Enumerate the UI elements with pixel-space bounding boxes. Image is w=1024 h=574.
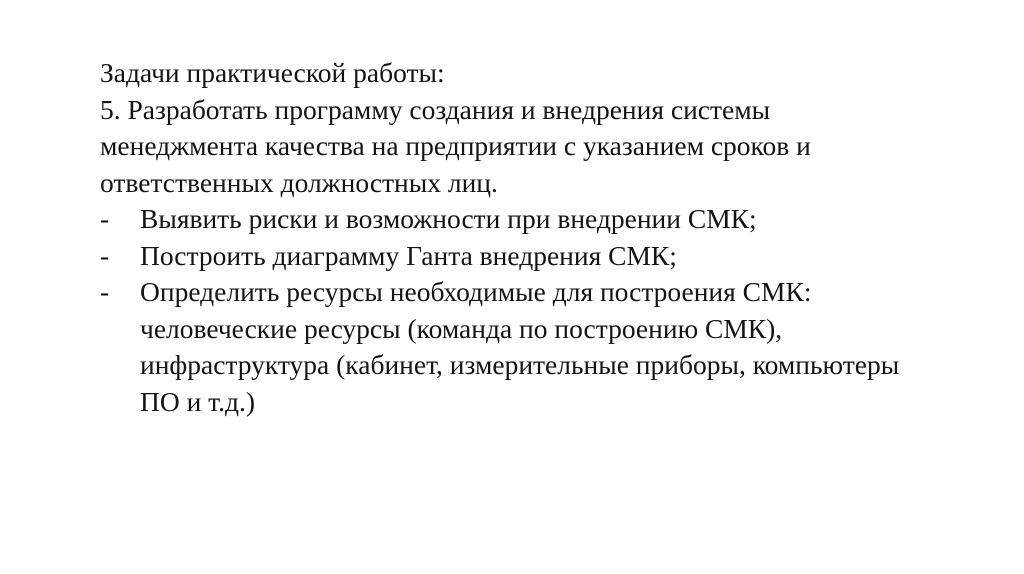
subtask-item	[100, 201, 1000, 238]
subtask-item	[100, 274, 1000, 420]
task-line: ответственных должностных лиц.	[100, 166, 498, 198]
subtask-text: человеческие ресурсы (команда по построению СМК),	[140, 312, 783, 344]
slide-heading: Задачи практической работы:	[100, 57, 445, 88]
bullet-dash: -	[100, 276, 110, 307]
subtask-list	[100, 201, 1000, 420]
subtask-item	[100, 238, 1000, 275]
task-line: 5. Разработать программу создания и внедрения системы	[100, 93, 771, 125]
subtask-text: инфраструктура (кабинет, измерительные приборы, компьютеры	[140, 349, 900, 380]
subtask-text: Определить ресурсы необходимые для построения СМК:	[140, 276, 812, 307]
subtask-text: Выявить риски и возможности при внедрении СМК;	[140, 203, 757, 234]
bullet-dash: -	[100, 203, 110, 234]
subtask-text: Построить диаграмму Ганта внедрения СМК;	[140, 239, 677, 271]
slide-content	[100, 55, 1000, 420]
task-line: менеджмента качества на предприятии с указанием сроков и	[100, 130, 811, 161]
bullet-dash: -	[100, 239, 110, 271]
subtask-text: ПО и т.д.)	[140, 385, 256, 417]
